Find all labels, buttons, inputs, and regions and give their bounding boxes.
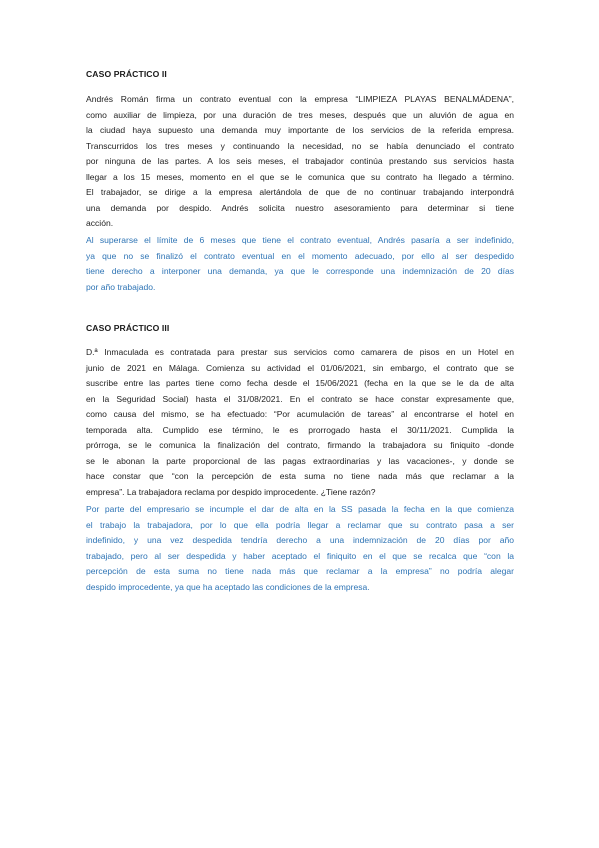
- case3-question-line: empresa”. La trabajadora reclama por despido improcedente. ¿Tiene razón?: [86, 486, 376, 497]
- case2-question-line: como auxiliar de limpieza, por una duración de tres meses, después que un aluvión de agua en: [86, 109, 514, 120]
- case2-answer-line: ya que no se finalizó el contrato eventual en el momento adecuado, por ello al ser despedido: [86, 250, 514, 261]
- case2-question-line: El trabajador, se dirige a la empresa alertándola de que de no continuar trabajando interpondrá: [86, 187, 514, 197]
- case2-title: CASO PRÁCTICO II: [86, 69, 167, 79]
- case2-question-line: acción.: [86, 218, 114, 228]
- case3-answer-line: percepción de esta suma no tiene nada más que reclamar a la empresa” no podría alegar: [86, 566, 514, 576]
- case2-question-line: llegar a los 15 meses, momento en el que se le comunica que su contrato ha llegado a término.: [86, 171, 514, 182]
- case3-question-line: suscribe entre las partes tiene como fecha desde el 15/06/2021 (fecha en la que se le da de alta: [86, 378, 514, 388]
- case3-answer: [86, 502, 514, 595]
- case3-answer-line: indefinido, y una vez despedida tendría derecho a una indemnización de 20 días por año: [86, 535, 514, 545]
- case2-question: [86, 92, 514, 232]
- case3-answer-line: el trabajo la trabajadora, por lo que ella podría llegar a reclamar que su contrato pasa a ser: [86, 519, 514, 530]
- case3-question-line: se le abonan la parte proporcional de las pagas extraordinarias y las vacaciones-, y donde se: [86, 455, 514, 466]
- case3-question-line: temporada alta. Cumplido ese término, le es prorrogado hasta el 30/11/2021. Cumplida la: [86, 424, 514, 435]
- case3-question-line: junio de 2021 en Málaga. Comienza su actividad el 01/06/2021, sin embargo, el contrato que se: [86, 362, 514, 373]
- case3-question: [86, 345, 514, 500]
- case2-answer-line: por año trabajado.: [86, 281, 156, 292]
- case2-answer: [86, 233, 514, 295]
- case2-question-line: Transcurridos los tres meses y continuando la necesidad, no se había denunciado el contrato: [86, 140, 514, 151]
- case3-question-line: como causa del mismo, se ha efectuado: “Por acumulación de tareas” al encontrarse el hotel en: [86, 409, 514, 419]
- case3-question-line: hace constar que “con la percepción de esta suma no tiene nada más que reclamar a la: [86, 471, 514, 481]
- case3-question-line: prórroga, se le comunica la finalización del contrato, firmando la trabajadora su finiquito -donde: [86, 440, 514, 450]
- case3-question-line: D.ª Inmaculada es contratada para prestar sus servicios como camarera de pisos en un Hotel en: [86, 347, 514, 357]
- case3-answer-line: trabajado, pero al ser despedida y haber aceptado el finiquito en el que se recalca que “con la: [86, 550, 514, 561]
- case3-answer-line: Por parte del empresario se incumple el dar de alta en la SS pasada la fecha en la que comienza: [86, 504, 514, 514]
- case3-answer-line: despido improcedente, ya que ha aceptado las condiciones de la empresa.: [86, 581, 370, 592]
- case2-question-line: la ciudad haya supuesto una demanda muy importante de los servicios de la referida empresa.: [86, 125, 514, 135]
- case2-question-line: una demanda por despido. Andrés solicita nuestro asesoramiento para determinar si tiene: [86, 202, 514, 213]
- case2-question-line: por ninguna de las partes. A los seis meses, el trabajador continúa prestando sus servicios hasta: [86, 156, 514, 166]
- case3-title: CASO PRÁCTICO III: [86, 323, 170, 333]
- case2-answer-line: tiene derecho a interponer una demanda, ya que le corresponde una indemnización de 20 días: [86, 266, 514, 276]
- case3-question-line: en la Seguridad Social) hasta el 31/08/2021. En el contrato se hace constar expresamente que,: [86, 393, 514, 404]
- case2-answer-line: Al superarse el límite de 6 meses que tiene el contrato eventual, Andrés pasaría a ser indefinido,: [86, 235, 514, 245]
- case2-question-line: Andrés Román firma un contrato eventual con la empresa “LIMPIEZA PLAYAS BENALMÁDENA”,: [86, 94, 514, 104]
